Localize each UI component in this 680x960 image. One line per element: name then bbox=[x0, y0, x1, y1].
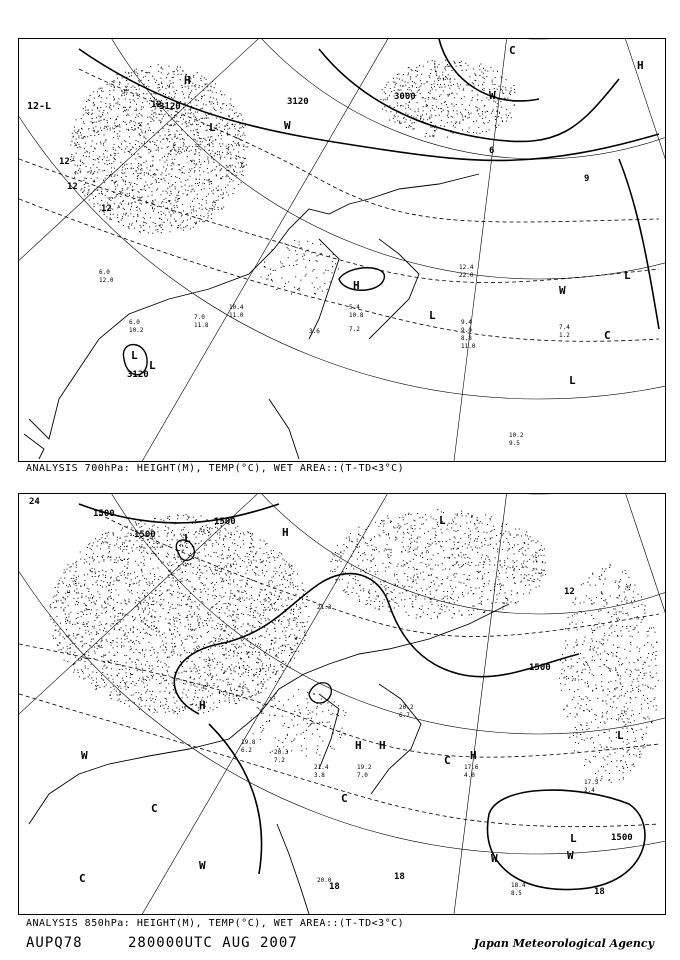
station-value: 17.5 bbox=[584, 779, 599, 786]
coastline-korea bbox=[319, 694, 339, 769]
contour-label: 18 bbox=[394, 872, 405, 882]
coastline-philippines bbox=[269, 399, 299, 459]
pressure-center-w: W bbox=[199, 859, 206, 872]
station-value: 9.5 bbox=[509, 440, 520, 447]
pressure-center-h: H bbox=[199, 699, 206, 712]
station-value: 19.2 bbox=[357, 764, 372, 771]
station-value: 1.2 bbox=[559, 332, 570, 339]
coastline-mainland bbox=[29, 604, 509, 824]
station-value: 10.2 bbox=[509, 432, 524, 439]
pressure-center-w: W bbox=[567, 849, 574, 862]
station-value: 9.4 bbox=[461, 319, 472, 326]
station-value: 7.2 bbox=[274, 757, 285, 764]
pressure-center-c: C bbox=[444, 754, 451, 767]
station-value: 4.0 bbox=[464, 772, 475, 779]
pressure-center-l: L bbox=[569, 374, 576, 387]
contour-label: 12 bbox=[151, 100, 162, 110]
station-value: 2.4 bbox=[584, 787, 595, 794]
pressure-center-c: C bbox=[509, 44, 516, 57]
coastline-korea bbox=[309, 239, 339, 339]
height-contour-1500-south bbox=[209, 724, 262, 874]
contour-label: 12 bbox=[67, 182, 78, 192]
station-value: 5.4 bbox=[349, 304, 360, 311]
wet-area-northwest bbox=[70, 64, 248, 234]
pressure-center-h: H bbox=[355, 739, 362, 752]
caption-850hpa: ANALYSIS 850hPa: HEIGHT(M), TEMP(°C), WET AREA::(T-TD<3°C) bbox=[26, 918, 405, 929]
station-value: 3.8 bbox=[314, 772, 325, 779]
isotherm-9 bbox=[19, 199, 659, 341]
contour-label: 3120 bbox=[287, 97, 309, 107]
contour-label: 1500 bbox=[134, 530, 156, 540]
pressure-center-h: H bbox=[184, 74, 191, 87]
station-value: 11.0 bbox=[461, 343, 476, 350]
station-value: 6.0 bbox=[99, 269, 110, 276]
map-700hpa-svg bbox=[19, 39, 665, 461]
pressure-center-w: W bbox=[559, 284, 566, 297]
wet-area-northwest bbox=[50, 514, 310, 714]
pressure-center-h: H bbox=[353, 279, 360, 292]
pressure-center-h: H bbox=[282, 526, 289, 539]
pressure-center-c: C bbox=[151, 802, 158, 815]
station-value: 19.8 bbox=[241, 739, 256, 746]
map-850hpa-svg bbox=[19, 494, 665, 914]
coastline-india-east bbox=[24, 434, 44, 459]
height-contour-high-cell bbox=[339, 268, 384, 291]
isotherm-12 bbox=[99, 514, 659, 637]
contour-label: 3120 bbox=[127, 370, 149, 380]
contour-label: 3000 bbox=[394, 92, 416, 102]
station-value: 8.8 bbox=[461, 335, 472, 342]
pressure-center-c: C bbox=[604, 329, 611, 342]
wet-area-east bbox=[559, 564, 659, 782]
contour-label: 6 bbox=[489, 146, 495, 156]
pressure-center-c: C bbox=[341, 792, 348, 805]
station-value: 6.0 bbox=[129, 319, 140, 326]
pressure-center-h: H bbox=[470, 749, 477, 762]
station-value: 18.4 bbox=[511, 882, 526, 889]
wet-area-central bbox=[251, 689, 347, 756]
map-panel-700hpa bbox=[18, 38, 666, 462]
pressure-center-w: W bbox=[284, 119, 291, 132]
contour-label: 24 bbox=[29, 497, 40, 507]
pressure-center-w: W bbox=[489, 89, 496, 102]
contour-label: 1500 bbox=[93, 509, 115, 519]
station-value: 20.0 bbox=[317, 877, 332, 884]
station-value: 22.0 bbox=[459, 272, 474, 279]
pressure-center-l: L bbox=[617, 729, 624, 742]
station-value: 10.4 bbox=[229, 304, 244, 311]
pressure-center-l: L bbox=[429, 309, 436, 322]
station-value: 11.0 bbox=[229, 312, 244, 319]
height-contour-cell bbox=[309, 683, 331, 703]
station-value: 12.0 bbox=[99, 277, 114, 284]
pressure-center-12-l: 12-L bbox=[27, 101, 52, 112]
station-value: 6.2 bbox=[241, 747, 252, 754]
pressure-center-l: L bbox=[570, 832, 577, 845]
station-value: 12.4 bbox=[459, 264, 474, 271]
contour-label: 18 bbox=[329, 882, 340, 892]
station-value: 17.6 bbox=[464, 764, 479, 771]
coastline-philippines bbox=[277, 824, 309, 914]
pressure-center-l: L bbox=[624, 269, 631, 282]
contour-label: 18 bbox=[594, 887, 605, 897]
pressure-center-c: C bbox=[79, 872, 86, 885]
station-value: 6.7 bbox=[399, 712, 410, 719]
contour-label: 12 bbox=[101, 204, 112, 214]
pressure-center-w: W bbox=[491, 852, 498, 865]
contour-label: 1500 bbox=[214, 517, 236, 527]
graticule bbox=[19, 39, 665, 461]
contour-label: 9 bbox=[584, 174, 590, 184]
station-value: 7.0 bbox=[194, 314, 205, 321]
analysis-time: 280000UTC AUG 2007 bbox=[128, 935, 298, 951]
contour-label: 1500 bbox=[611, 833, 633, 843]
pressure-center-l: L bbox=[131, 349, 138, 362]
isotherm-12 bbox=[19, 159, 659, 283]
agency-name: Japan Meteorological Agency bbox=[473, 937, 654, 950]
pressure-center-l: L bbox=[184, 532, 191, 545]
station-value: 7.2 bbox=[349, 326, 360, 333]
station-value: 7.4 bbox=[559, 324, 570, 331]
pressure-center-h: H bbox=[379, 739, 386, 752]
contour-label: 12 bbox=[59, 157, 70, 167]
pressure-center-w: W bbox=[81, 749, 88, 762]
caption-700hpa: ANALYSIS 700hPa: HEIGHT(M), TEMP(°C), WET AREA::(T-TD<3°C) bbox=[26, 463, 405, 474]
coastline-mainland bbox=[29, 174, 479, 439]
station-value: 10.8 bbox=[349, 312, 364, 319]
map-panel-850hpa bbox=[18, 493, 666, 915]
contour-label: 12 bbox=[564, 587, 575, 597]
station-value: 7.0 bbox=[357, 772, 368, 779]
pressure-center-l: L bbox=[209, 121, 216, 134]
bulletin-code: AUPQ78 bbox=[26, 935, 83, 951]
station-value: 20.3 bbox=[274, 749, 289, 756]
height-contour-east bbox=[619, 159, 659, 329]
coastline-japan bbox=[369, 239, 419, 339]
contour-label: 1500 bbox=[529, 663, 551, 673]
pressure-center-l: L bbox=[149, 359, 156, 372]
contour-label: 3120 bbox=[159, 102, 181, 112]
pressure-center-l: L bbox=[439, 514, 446, 527]
station-value: 21.3 bbox=[317, 604, 332, 611]
pressure-center-h: H bbox=[637, 59, 644, 72]
station-value: 10.2 bbox=[129, 327, 144, 334]
station-value: 8.5 bbox=[511, 890, 522, 897]
station-value: 9.0 bbox=[461, 327, 472, 334]
station-value: 11.8 bbox=[194, 322, 209, 329]
station-value: 3.6 bbox=[309, 328, 320, 335]
isotherm-21 bbox=[19, 694, 659, 827]
station-value: 21.4 bbox=[314, 764, 329, 771]
station-value: 20.2 bbox=[399, 704, 414, 711]
